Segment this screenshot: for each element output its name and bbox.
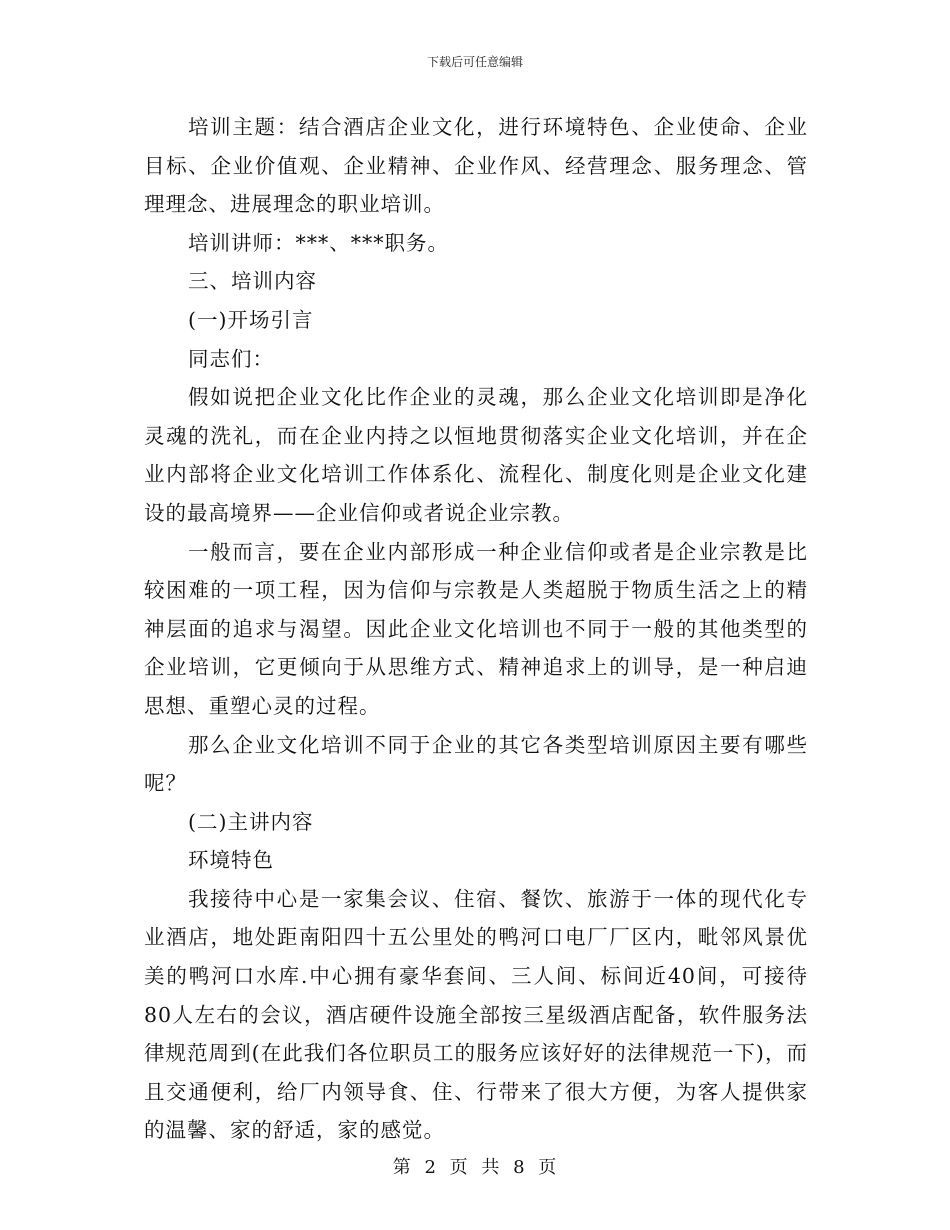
- paragraph-culture-soul: 假如说把企业文化比作企业的灵魂，那么企业文化培训即是净化灵魂的洗礼，而在企业内持之以恒地贯彻落实企业文化培训，并在企业内部将企业文化培训工作体系化、流程化、制度化则是企业文化建设的最高境界——企业信仰或者说企业宗教。: [144, 385, 808, 525]
- footer-current-page: 2: [424, 1157, 437, 1178]
- footer-total-prefix: 共: [481, 1157, 501, 1178]
- section-heading-training-content: 三、培训内容: [188, 269, 317, 294]
- paragraph-training-lecturer: 培训讲师：***、***职务。: [188, 230, 449, 255]
- footer-total-unit: 页: [538, 1157, 558, 1178]
- paragraph-culture-difficulty: 一般而言，要在企业内部形成一种企业信仰或者是企业宗教是比较困难的一项工程，因为信仰与宗教是人类超脱于物质生活之上的精神层面的追求与渴望。因此企业文化培训也不同于一般的其他类型的企业培训，它更倾向于从思维方式、精神追求上的训导，是一种启迪思想、重塑心灵的过程。: [144, 539, 808, 718]
- paragraph-hotel-description: 我接待中心是一家集会议、住宿、餐饮、旅游于一体的现代化专业酒店，地处距南阳四十五公里处的鸭河口电厂厂区内，毗邻风景优美的鸭河口水库.中心拥有豪华套间、三人间、标间近40间，可接待80人左右的会议，酒店硬件设施全部按三星级酒店配备，软件服务法律规范周到(在此我们各位职员工的服务应该好好的法律规范一下)，而且交通便利，给厂内领导食、住、行带来了很大方便，为客人提供家的温馨、家的舒适，家的感觉。: [144, 886, 808, 1143]
- document-body: [144, 108, 808, 1150]
- subsection-heading-environment: 环境特色: [188, 848, 274, 873]
- subsection-heading-main-content: (二)主讲内容: [188, 809, 314, 834]
- footer-page-unit: 页: [449, 1157, 469, 1178]
- paragraph-greeting: 同志们：: [188, 346, 274, 371]
- subsection-heading-opening: (一)开场引言: [188, 307, 314, 332]
- footer-prefix: 第: [392, 1157, 412, 1178]
- page-footer: [0, 1153, 950, 1179]
- paragraph-question: 那么企业文化培训不同于企业的其它各类型培训原因主要有哪些呢？: [144, 732, 808, 796]
- footer-total-pages: 8: [513, 1157, 526, 1178]
- page-header: 下载后可任意编辑: [426, 55, 523, 69]
- paragraph-training-theme: 培训主题：结合酒店企业文化，进行环境特色、企业使命、企业目标、企业价值观、企业精神、企业作风、经营理念、服务理念、管理理念、进展理念的职业培训。: [144, 115, 808, 217]
